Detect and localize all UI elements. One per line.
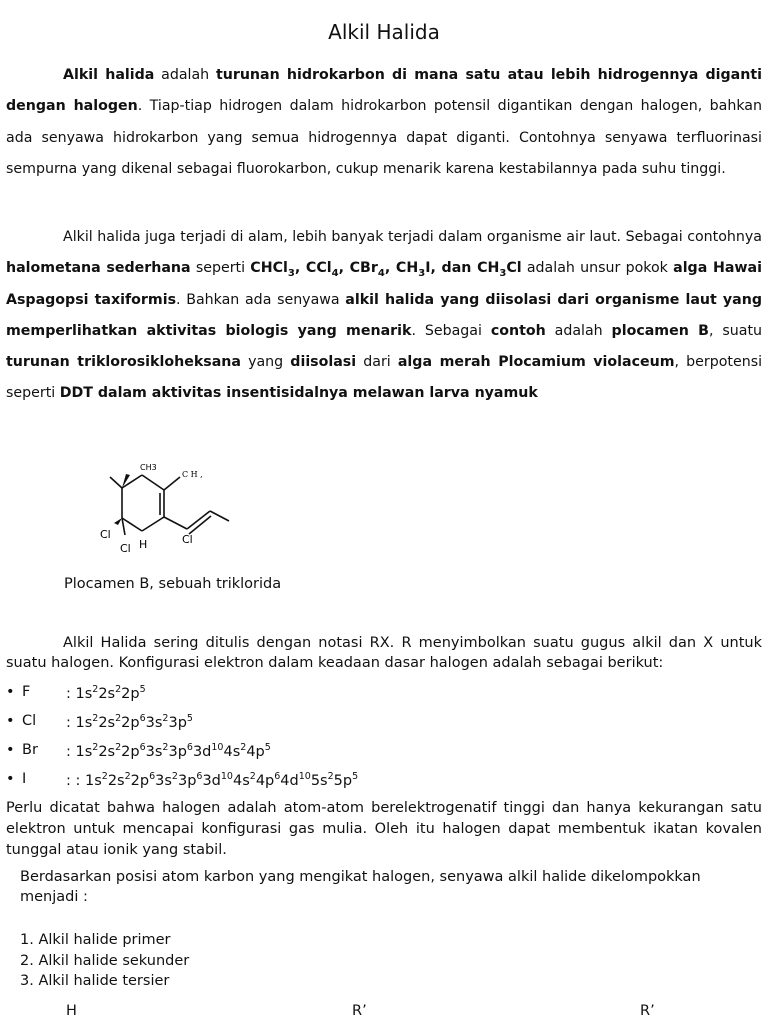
- plocamen-b-structure: [92, 455, 232, 565]
- mol-label-cl-left: Cl: [100, 528, 111, 541]
- electron-config-list: [6, 684, 706, 800]
- element-symbol: F: [22, 684, 31, 700]
- alkyl-halide-types-list: [20, 930, 189, 992]
- bullet: •: [6, 684, 15, 700]
- bullet: •: [6, 742, 15, 758]
- paragraph-rx-notation: Alkil Halida sering ditulis dengan notasi RX. R menyimbolkan suatu gugus alkil dan X untuk suatu halogen. Konfigurasi elektron dalam keadaan dasar halogen adalah sebagai berikut:: [6, 635, 762, 671]
- list-item: 1. Alkil halide primer: [20, 932, 171, 948]
- element-symbol: I: [22, 771, 27, 787]
- electron-configuration: : $1s^22s^22p^63s^23p^5$: [66, 713, 193, 731]
- electron-configuration: : $1s^22s^22p^63s^23p^63d^{10}4s^24p^5$: [66, 742, 271, 760]
- figure-caption: Plocamen B, sebuah triklorida: [64, 576, 282, 592]
- structure-label-h: H: [66, 1003, 77, 1019]
- element-symbol: Cl: [22, 713, 37, 729]
- electron-config-item: [6, 713, 706, 742]
- formula-list: CHCl$_3$, CCl$_4$, CBr$_4$, $CH_3I$, dan $CH_3Cl$: [250, 260, 522, 280]
- electron-configuration: : : $1s^22s^22p^63s^23p^63d^{10}4s^24p^64d^{10}5s^25p^5$: [66, 771, 359, 789]
- structure-label-r-prime: R’: [352, 1003, 367, 1019]
- electron-config-item: [6, 742, 706, 771]
- list-item: 3. Alkil halide tersier: [20, 973, 170, 989]
- mol-label-cl-right: Cl: [182, 533, 193, 546]
- electron-config-item: [6, 684, 706, 713]
- list-item: 2. Alkil halide sekunder: [20, 952, 190, 969]
- paragraph-natural-occurrence: Alkil halida juga terjadi di alam, lebih banyak terjadi dalam organisme air laut. Sebagai contohnya halometana sederhana seperti CHCl$_3$, CCl$_4$, CBr$_4$, $CH_3I$, dan $CH_3Cl$ adalah unsur pokok alga Hawai Aspagopsi taxiformis. Bahkan ada senyawa alkil halida yang diisolasi dari organisme laut yang memperlihatkan aktivitas biologis yang menarik. Sebagai contoh adalah plocamen B, suatu turunan triklorosikloheksana yang diisolasi dari alga merah Plocamium violaceum, berpotensi seperti DDT dalam aktivitas insentisidalnya melawan larva nyamuk: [6, 229, 763, 402]
- electron-config-item: [6, 771, 706, 800]
- paragraph-classification: Berdasarkan posisi atom karbon yang mengikat halogen, senyawa alkil halide dikelompokkan menjadi :: [20, 869, 701, 905]
- term-alkil-halida: Alkil halida: [63, 67, 155, 83]
- structure-label-r-prime: R’: [640, 1003, 655, 1019]
- paragraph-definition: Alkil halida adalah turunan hidrokarbon di mana satu atau lebih hidrogennya diganti dengan halogen. Tiap-tiap hidrogen dalam hidrokarbon potensil digantikan dengan halogen, bahkan ada senyawa hidrokarbon yang semua hidrogennya dapat diganti. Contohnya senyawa terfluorinasi sempurna yang dikenal sebagai fluorokarbon, cukup menarik karena kestabilannya pada suhu tinggi.: [6, 67, 763, 177]
- mol-label-cl-bottom: Cl: [120, 542, 131, 555]
- paragraph-electronegativity: Perlu dicatat bahwa halogen adalah atom-atom berelektrogenatif tinggi dan hanya kekurangan satu elektron untuk mencapai konfigurasi gas mulia. Oleh itu halogen dapat membentuk ikatan kovalen tunggal atau ionik yang stabil.: [6, 800, 762, 858]
- page-title: Alkil Halida: [328, 20, 440, 44]
- electron-configuration: : $1s^22s^22p^5$: [66, 684, 146, 702]
- element-symbol: Br: [22, 742, 38, 758]
- bullet: •: [6, 771, 15, 787]
- mol-label-ch-right: C H ,: [182, 470, 203, 479]
- bullet: •: [6, 713, 15, 729]
- mol-label-ch3-top: CH3: [140, 463, 157, 472]
- mol-label-h: H: [139, 538, 148, 551]
